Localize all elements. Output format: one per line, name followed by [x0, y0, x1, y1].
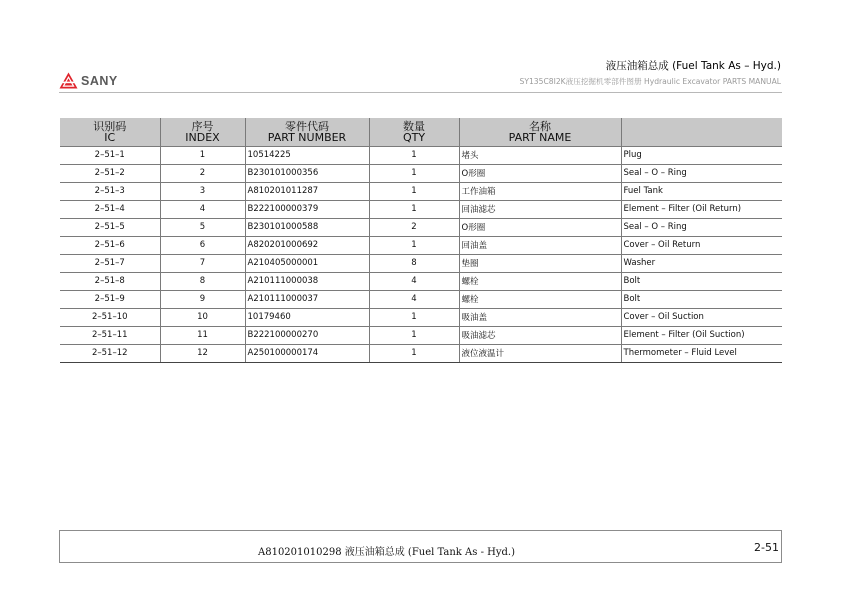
table-header-row [60, 118, 782, 146]
column-header-ic: 识别码 IC [60, 118, 160, 146]
cell-qty: 1 [369, 164, 459, 182]
cell-index: 8 [160, 272, 245, 290]
cell-part-number: 10179460 [245, 308, 369, 326]
cell-part-number: A810201011287 [245, 182, 369, 200]
cell-part-number: 10514225 [245, 146, 369, 164]
cell-name-en: Cover – Oil Return [621, 236, 782, 254]
table-row [60, 254, 782, 272]
cell-qty: 1 [369, 236, 459, 254]
cell-name-en: Element – Filter (Oil Return) [621, 200, 782, 218]
cell-ic: 2–51–7 [60, 254, 160, 272]
cell-index: 5 [160, 218, 245, 236]
table-row [60, 326, 782, 344]
cell-name-en: Bolt [621, 272, 782, 290]
cell-index: 11 [160, 326, 245, 344]
cell-qty: 1 [369, 308, 459, 326]
cell-qty: 1 [369, 344, 459, 362]
table-row [60, 272, 782, 290]
cell-part-number: B222100000379 [245, 200, 369, 218]
table-row [60, 236, 782, 254]
cell-ic: 2–51–5 [60, 218, 160, 236]
cell-name-cn: 回油盖 [459, 236, 621, 254]
cell-index: 3 [160, 182, 245, 200]
cell-qty: 8 [369, 254, 459, 272]
parts-table [60, 118, 782, 363]
cell-name-en: Fuel Tank [621, 182, 782, 200]
cell-index: 6 [160, 236, 245, 254]
cell-qty: 1 [369, 200, 459, 218]
column-header-part-number: 零件代码 PART NUMBER [245, 118, 369, 146]
column-header-blank [621, 118, 782, 146]
cell-index: 10 [160, 308, 245, 326]
cell-ic: 2–51–10 [60, 308, 160, 326]
cell-part-number: B230101000588 [245, 218, 369, 236]
cell-name-cn: 回油滤芯 [459, 200, 621, 218]
cell-qty: 1 [369, 326, 459, 344]
cell-name-en: Seal – O – Ring [621, 218, 782, 236]
cell-name-en: Thermometer – Fluid Level [621, 344, 782, 362]
cell-part-number: A210405000001 [245, 254, 369, 272]
cell-name-cn: 垫圈 [459, 254, 621, 272]
table-row [60, 218, 782, 236]
cell-name-cn: O形圈 [459, 164, 621, 182]
column-header-index: 序号 INDEX [160, 118, 245, 146]
cell-name-en: Seal – O – Ring [621, 164, 782, 182]
cell-ic: 2–51–4 [60, 200, 160, 218]
cell-ic: 2–51–12 [60, 344, 160, 362]
cell-qty: 1 [369, 182, 459, 200]
cell-index: 2 [160, 164, 245, 182]
cell-part-number: A250100000174 [245, 344, 369, 362]
footer-drawing-title: A810201010298 液压油箱总成 (Fuel Tank As - Hyd.) [258, 547, 515, 558]
table-row [60, 290, 782, 308]
cell-name-cn: 螺栓 [459, 290, 621, 308]
cell-ic: 2–51–11 [60, 326, 160, 344]
cell-qty: 4 [369, 290, 459, 308]
cell-part-number: A210111000037 [245, 290, 369, 308]
cell-name-cn: O形圈 [459, 218, 621, 236]
table-row [60, 344, 782, 362]
page-number: 2-51 [754, 541, 779, 554]
cell-part-number: B222100000270 [245, 326, 369, 344]
cell-qty: 4 [369, 272, 459, 290]
column-header-qty: 数量 QTY [369, 118, 459, 146]
cell-name-en: Bolt [621, 290, 782, 308]
header-divider [59, 92, 782, 93]
cell-part-number: B230101000356 [245, 164, 369, 182]
cell-qty: 2 [369, 218, 459, 236]
cell-ic: 2–51–3 [60, 182, 160, 200]
cell-ic: 2–51–9 [60, 290, 160, 308]
table-row [60, 182, 782, 200]
sany-logo-icon [59, 72, 78, 89]
cell-index: 4 [160, 200, 245, 218]
table-row [60, 146, 782, 164]
cell-name-cn: 螺栓 [459, 272, 621, 290]
table-row [60, 200, 782, 218]
cell-part-number: A210111000038 [245, 272, 369, 290]
cell-index: 1 [160, 146, 245, 164]
cell-name-cn: 堵头 [459, 146, 621, 164]
page-title: 液压油箱总成 (Fuel Tank As – Hyd.) [605, 60, 781, 72]
cell-index: 12 [160, 344, 245, 362]
cell-ic: 2–51–8 [60, 272, 160, 290]
brand-logo [59, 72, 118, 89]
cell-part-number: A820201000692 [245, 236, 369, 254]
cell-qty: 1 [369, 146, 459, 164]
table-row [60, 164, 782, 182]
cell-ic: 2–51–6 [60, 236, 160, 254]
column-header-part-name: 名称 PART NAME [459, 118, 621, 146]
cell-name-cn: 吸油滤芯 [459, 326, 621, 344]
table-row [60, 308, 782, 326]
brand-name: SANY [81, 73, 118, 88]
cell-index: 9 [160, 290, 245, 308]
cell-name-cn: 吸油盖 [459, 308, 621, 326]
cell-name-cn: 液位液温计 [459, 344, 621, 362]
cell-ic: 2–51–1 [60, 146, 160, 164]
cell-ic: 2–51–2 [60, 164, 160, 182]
cell-name-cn: 工作油箱 [459, 182, 621, 200]
cell-name-en: Washer [621, 254, 782, 272]
manual-subtitle: SY135C8I2K液压挖掘机零部件图册 Hydraulic Excavator PARTS MANUAL [519, 77, 781, 86]
cell-index: 7 [160, 254, 245, 272]
cell-name-en: Plug [621, 146, 782, 164]
cell-name-en: Element – Filter (Oil Suction) [621, 326, 782, 344]
cell-name-en: Cover – Oil Suction [621, 308, 782, 326]
footer-box [59, 530, 782, 563]
